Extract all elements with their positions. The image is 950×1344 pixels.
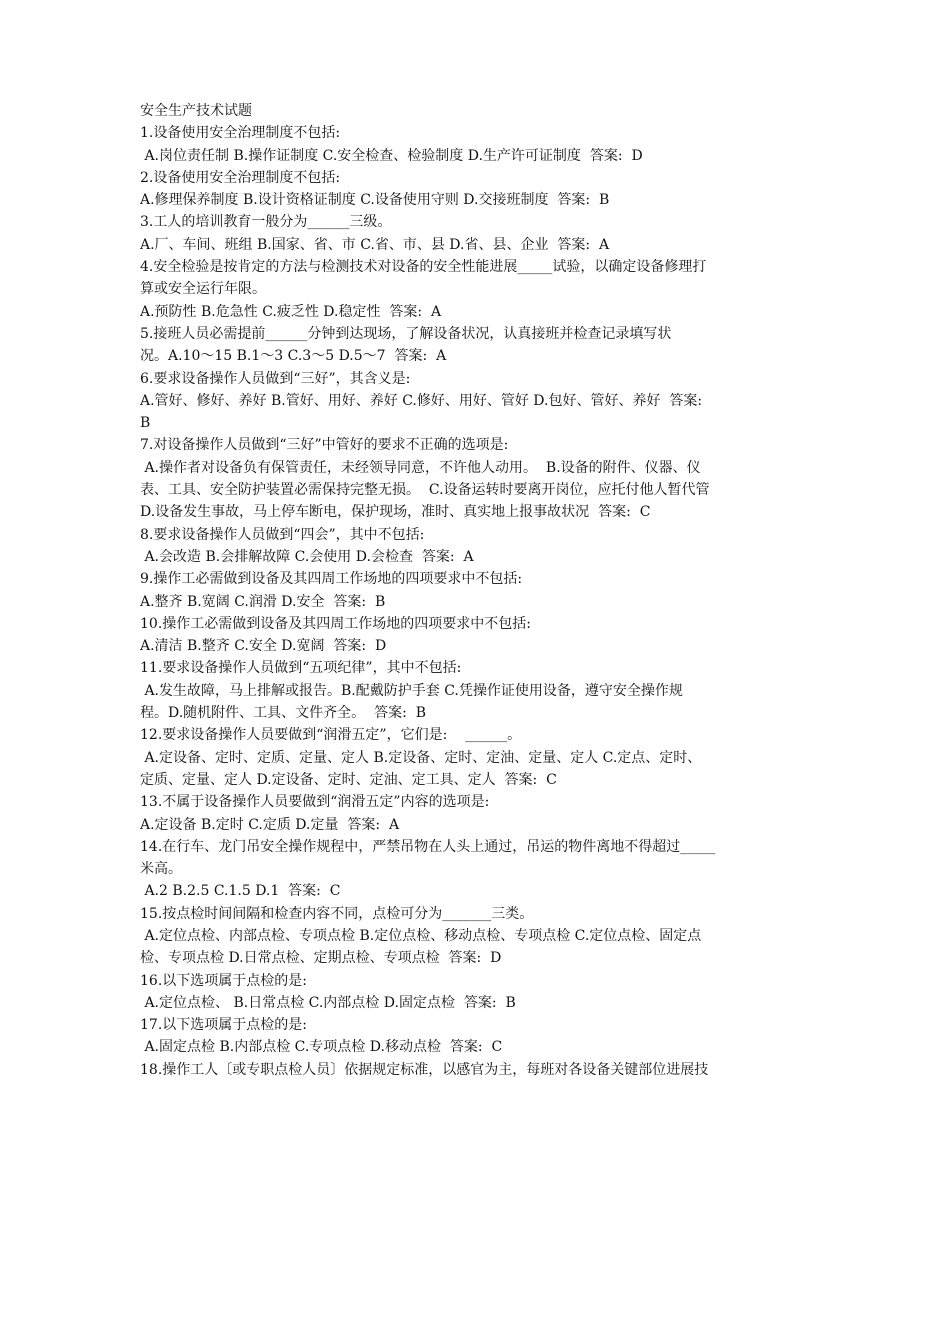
text-line: 4.安全检验是按肯定的方法与检测技术对设备的安全性能进展_____试验，以确定设备修理打 xyxy=(140,259,707,276)
text-line: 12.要求设备操作人员要做到“润滑五定”，它们是: ______。 xyxy=(140,727,522,744)
text-line: 8.要求设备操作人员做到“四会”，其中不包括: xyxy=(140,526,425,543)
text-line: 算或安全运行年限。 xyxy=(140,281,266,298)
text-line: B xyxy=(140,415,151,432)
text-line: 18.操作工人〔或专职点检人员〕依据规定标准，以感官为主，每班对各设备关键部位进展技 xyxy=(140,1061,709,1078)
text-line: A.2 B.2.5 C.1.5 D.1 答案: C xyxy=(140,883,341,900)
text-line: A.清洁 B.整齐 C.安全 D.宽阔 答案: D xyxy=(140,638,387,655)
text-line: 16.以下选项属于点检的是: xyxy=(140,972,307,989)
text-line: A.定设备 B.定时 C.定质 D.定量 答案: A xyxy=(140,816,400,833)
text-line: A.固定点检 B.内部点检 C.专项点检 D.移动点检 答案: C xyxy=(140,1039,503,1056)
text-line: A.会改造 B.会排解故障 C.会使用 D.会检查 答案: A xyxy=(140,548,474,565)
text-line: A.整齐 B.宽阔 C.润滑 D.安全 答案: B xyxy=(140,593,386,610)
text-line: A.定位点检、内部点检、专项点检 B.定位点检、移动点检、专项点检 C.定位点检、固定点 xyxy=(140,927,702,944)
text-line: A.厂、车间、班组 B.国家、省、市 C.省、市、县 D.省、县、企业 答案: A xyxy=(140,236,610,253)
text-line: 3.工人的培训教育一般分为______三级。 xyxy=(140,214,392,231)
document-title: 安全生产技术试题 xyxy=(140,103,252,119)
text-line: 表、工具、安全防护装置必需保持完整无损。 C.设备运转时要离开岗位，应托付他人暂代管 xyxy=(140,482,710,499)
text-line: 5.接班人员必需提前______分钟到达现场，了解设备状况，认真接班并检查记录填写状 xyxy=(140,325,672,342)
text-line: 17.以下选项属于点检的是: xyxy=(140,1017,307,1034)
text-line: 11.要求设备操作人员做到“五项纪律”，其中不包括: xyxy=(140,660,462,677)
text-line: 米高。 xyxy=(140,861,182,878)
text-line: A.操作者对设备负有保管责任，未经领导同意，不许他人动用。 B.设备的附件、仪器、仪 xyxy=(140,459,701,476)
text-line: A.预防性 B.危急性 C.疲乏性 D.稳定性 答案: A xyxy=(140,303,442,320)
text-line: A.修理保养制度 B.设计资格证制度 C.设备使用守则 D.交接班制度 答案: B xyxy=(140,192,610,209)
text-line: A.定位点检、 B.日常点检 C.内部点检 D.固定点检 答案: B xyxy=(140,994,516,1011)
text-line: 检、专项点检 D.日常点检、定期点检、专项点检 答案: D xyxy=(140,950,502,967)
text-line: 7.对设备操作人员做到“三好”中管好的要求不正确的选项是: xyxy=(140,437,509,454)
text-line: 6.要求设备操作人员做到“三好”，其含义是: xyxy=(140,370,411,387)
text-line: 14.在行车、龙门吊安全操作规程中，严禁吊物在人头上通过，吊运的物件离地不得超过_____ xyxy=(140,838,716,855)
text-line: 定质、定量、定人 D.定设备、定时、定油、定工具、定人 答案: C xyxy=(140,771,557,788)
text-line: A.岗位责任制 B.操作证制度 C.安全检查、检验制度 D.生产许可证制度 答案: D xyxy=(140,147,643,164)
text-line: 13.不属于设备操作人员要做到“润滑五定”内容的选项是: xyxy=(140,794,490,811)
text-line: 况。A.10～15 B.1～3 C.3～5 D.5～7 答案: A xyxy=(140,348,447,365)
text-line: 15.按点检时间间隔和检查内容不同，点检可分为_______三类。 xyxy=(140,905,534,922)
text-line: A.发生故障，马上排解或报告。B.配戴防护手套 C.凭操作证使用设备，遵守安全操作规 xyxy=(140,682,683,699)
text-line: D.设备发生事故，马上停车断电，保护现场，准时、真实地上报事故状况 答案: C xyxy=(140,504,651,521)
text-line: 9.操作工必需做到设备及其四周工作场地的四项要求中不包括: xyxy=(140,571,523,588)
document-page xyxy=(140,100,820,1081)
question-list xyxy=(140,122,820,1081)
text-line: A.管好、修好、养好 B.管好、用好、养好 C.修好、用好、管好 D.包好、管好、养好 答案: xyxy=(140,392,703,409)
text-line: 程。D.随机附件、工具、文件齐全。 答案: B xyxy=(140,705,426,722)
text-line: A.定设备、定时、定质、定量、定人 B.定设备、定时、定油、定量、定人 C.定点、定时、 xyxy=(140,749,702,766)
text-line: 2.设备使用安全治理制度不包括: xyxy=(140,169,341,186)
text-line: 10.操作工必需做到设备及其四周工作场地的四项要求中不包括: xyxy=(140,615,531,632)
text-line: 1.设备使用安全治理制度不包括: xyxy=(140,125,341,142)
